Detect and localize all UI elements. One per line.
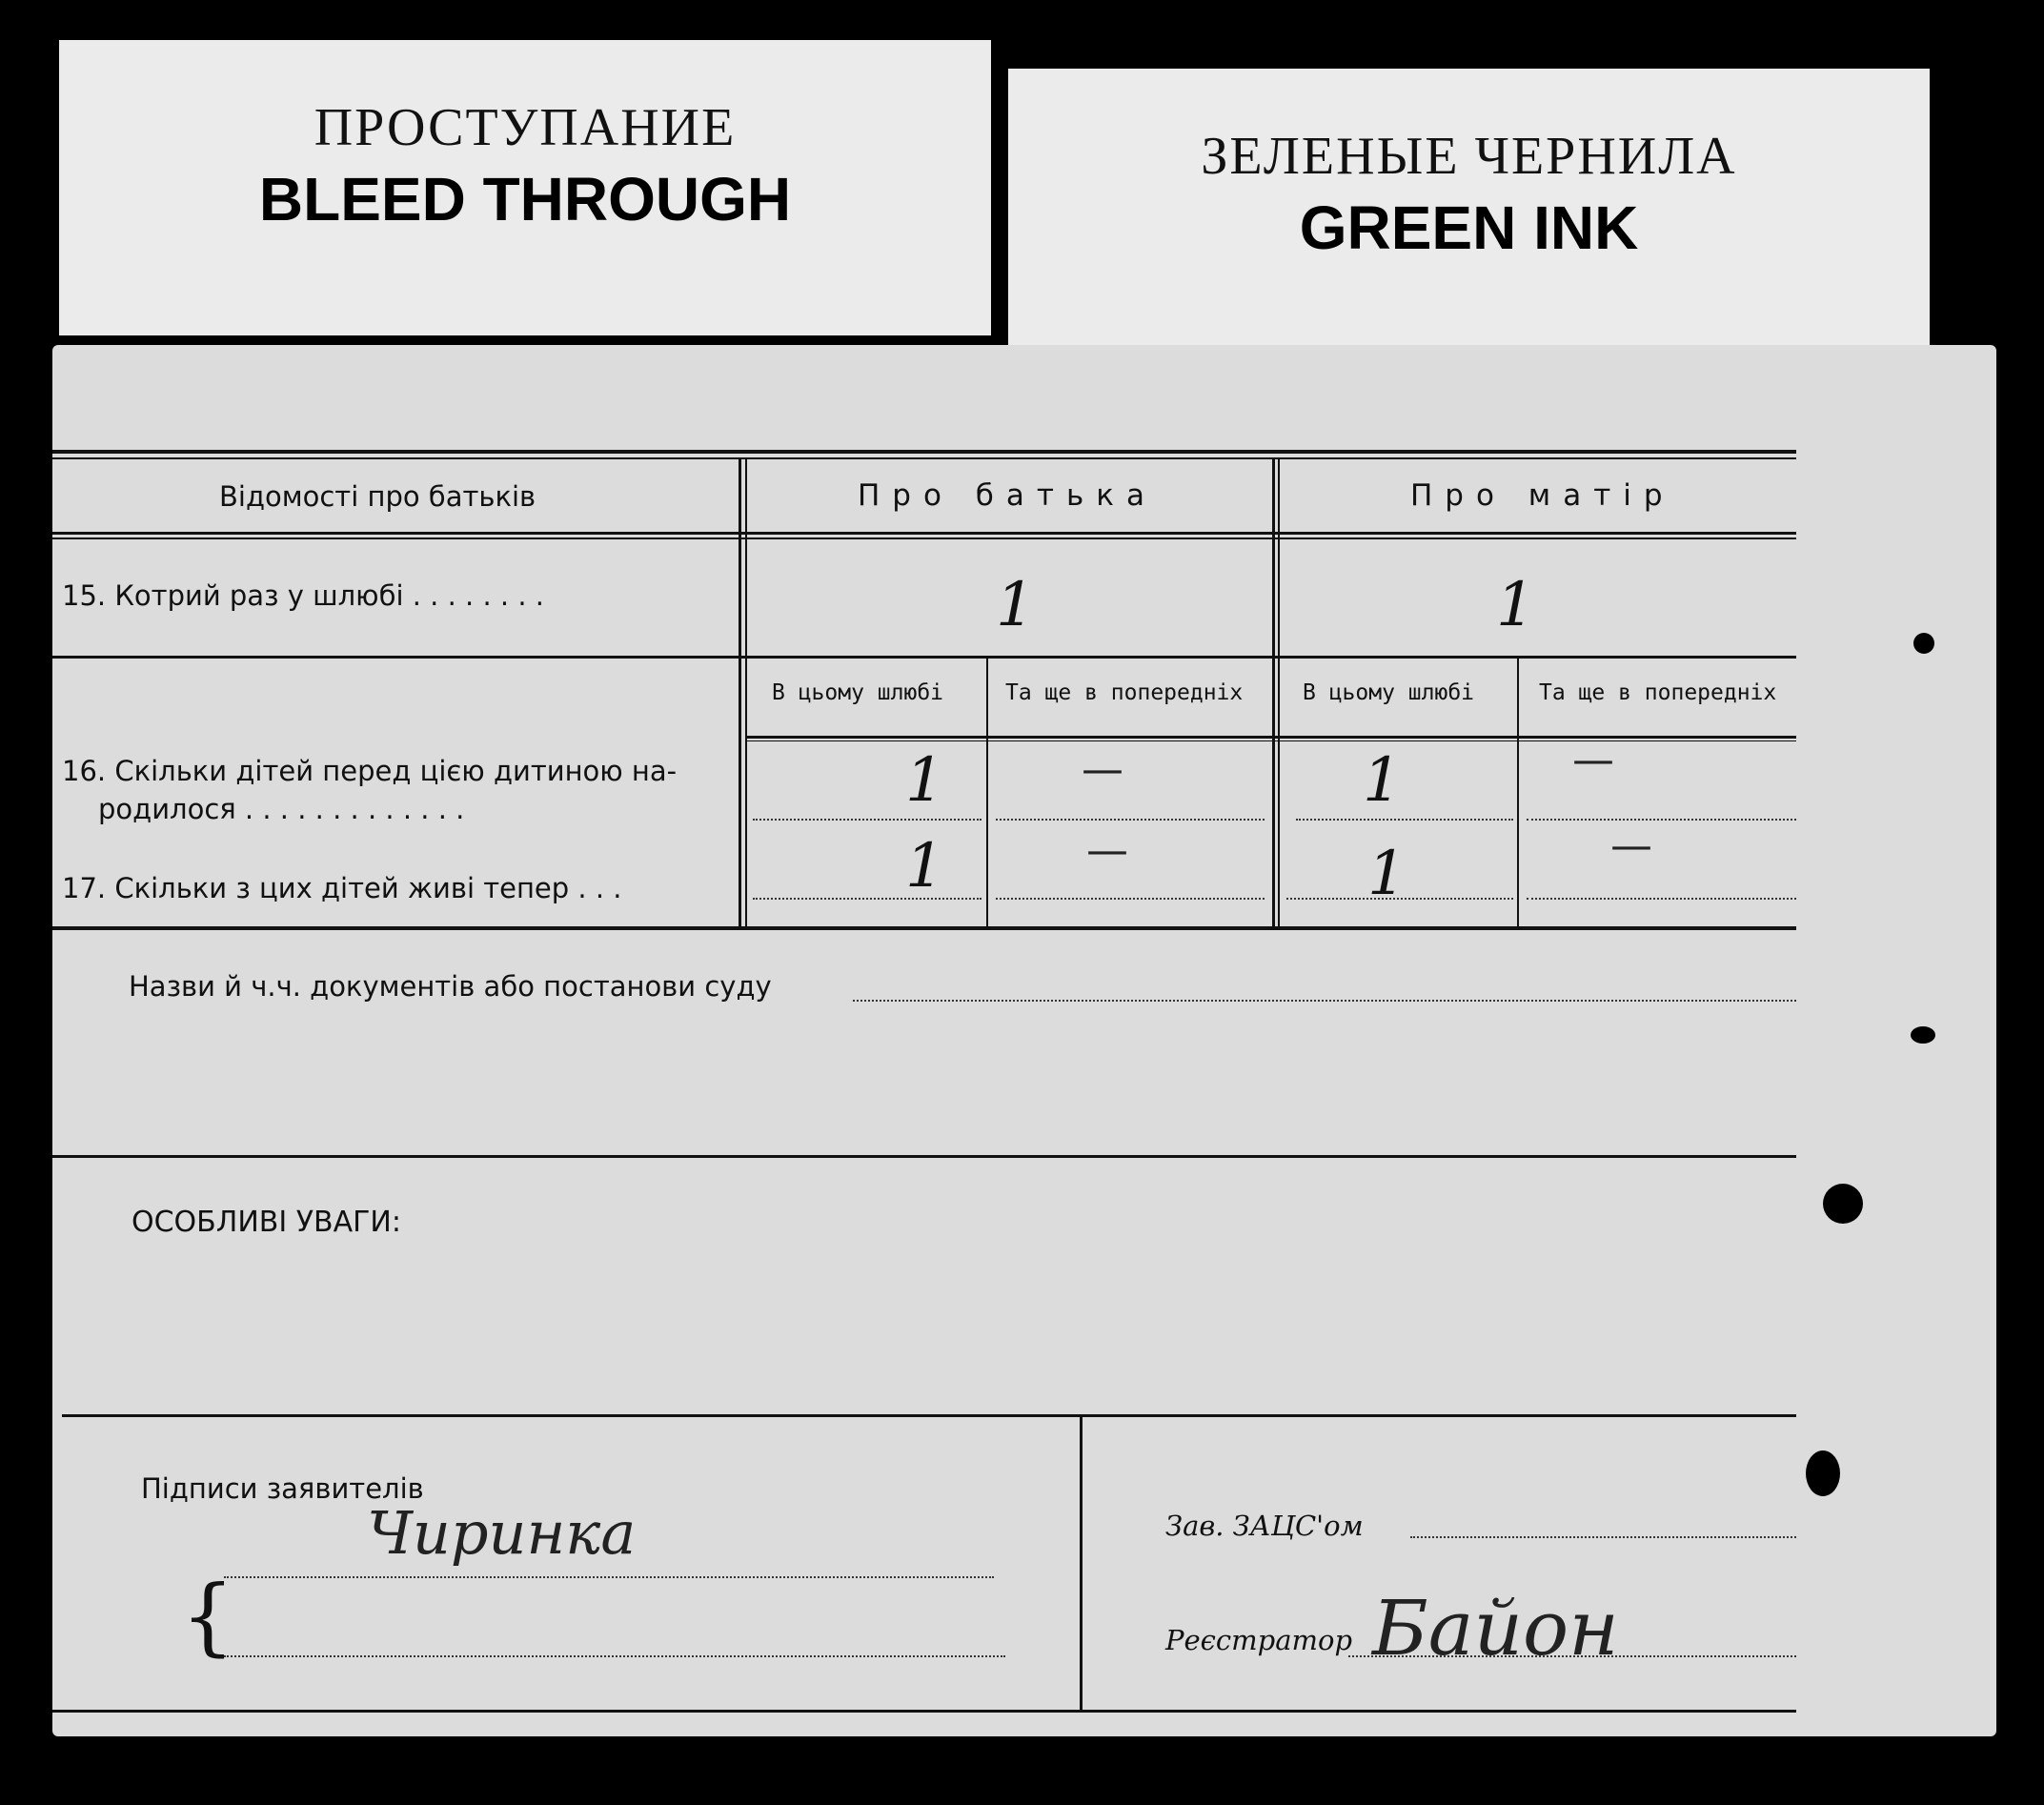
row17-label: 17. Скільки з цих дітей живі тепер . . . bbox=[62, 872, 622, 904]
registrar-dots bbox=[1348, 1655, 1796, 1657]
row17-mother-prev: — bbox=[1610, 821, 1652, 870]
remarks-label: ОСОБЛИВІ УВАГИ: bbox=[132, 1206, 401, 1239]
green-ink-card bbox=[1008, 69, 1930, 345]
parents-info-header: Відомості про батьків bbox=[219, 480, 536, 513]
row16-mother-this-dots bbox=[1296, 819, 1513, 821]
row15-label: 15. Котрий раз у шлюбі . . . . . . . . bbox=[62, 579, 544, 612]
table-bottom-border bbox=[52, 926, 1796, 930]
signature-divider bbox=[1080, 1416, 1083, 1712]
row16-mother-prev: — bbox=[1572, 736, 1614, 784]
row17-father-this-dots bbox=[753, 898, 982, 900]
row15-mother-value: 1 bbox=[1496, 570, 1535, 640]
mother-subdivider bbox=[1517, 659, 1519, 929]
row17-father-this: 1 bbox=[905, 831, 944, 902]
documents-label: Назви й ч.ч. документів або постанови суду bbox=[129, 970, 772, 1003]
row17-father-prev-dots bbox=[996, 898, 1265, 900]
row16-mother-prev-dots bbox=[1527, 819, 1796, 821]
mother-header: Про матір bbox=[1410, 478, 1675, 513]
head-zags-dots bbox=[1410, 1536, 1796, 1538]
remarks-bottom-line bbox=[62, 1414, 1796, 1417]
bleed-through-en: BLEED THROUGH bbox=[258, 165, 792, 233]
row15-bottom-line bbox=[52, 656, 1796, 659]
father-subdivider bbox=[986, 659, 988, 929]
row16-father-this-dots bbox=[753, 819, 982, 821]
mother-this-marriage-header: В цьому шлюбі bbox=[1303, 680, 1475, 705]
row16-mother-this: 1 bbox=[1363, 745, 1402, 816]
table-top-border bbox=[52, 450, 1796, 454]
row17-mother-prev-dots bbox=[1527, 898, 1796, 900]
col-divider-1b bbox=[745, 457, 747, 929]
father-previous-header: Та ще в попередніх bbox=[1005, 680, 1244, 705]
head-zags-label: Зав. ЗАЦС'ом bbox=[1165, 1510, 1364, 1542]
page-bottom-line bbox=[52, 1710, 1796, 1713]
punch-hole-lower bbox=[1806, 1450, 1840, 1496]
documents-dots bbox=[853, 1000, 1796, 1002]
header-bottom-line-b bbox=[52, 537, 1796, 539]
header-bottom-line bbox=[52, 532, 1796, 535]
father-this-marriage-header: В цьому шлюбі bbox=[772, 680, 944, 705]
documents-bottom-line bbox=[52, 1155, 1796, 1158]
row16-father-prev-dots bbox=[996, 819, 1265, 821]
father-header: Про батька bbox=[858, 478, 1157, 513]
applicant-line-1 bbox=[224, 1576, 994, 1578]
col-divider-2b bbox=[1278, 457, 1280, 929]
row16-label-line2: родилося . . . . . . . . . . . . . bbox=[98, 793, 465, 825]
row16-father-prev: — bbox=[1082, 745, 1123, 794]
green-ink-en: GREEN INK bbox=[1299, 193, 1639, 262]
green-ink-ru: ЗЕЛЕНЫЕ ЧЕРНИЛА bbox=[1201, 127, 1737, 186]
punch-hole-upper bbox=[1823, 1184, 1863, 1224]
subheader-bottom-line bbox=[747, 736, 1796, 739]
row16-label-line1: 16. Скільки дітей перед цією дитиною на- bbox=[62, 755, 678, 787]
mother-previous-header: Та ще в попередніх bbox=[1539, 680, 1777, 705]
col-divider-2 bbox=[1272, 457, 1275, 929]
speck-1 bbox=[1913, 633, 1934, 654]
row17-father-prev: — bbox=[1086, 826, 1128, 875]
speck-2 bbox=[1911, 1026, 1935, 1044]
applicant-line-2 bbox=[224, 1655, 1005, 1657]
row15-father-value: 1 bbox=[996, 570, 1035, 640]
col-divider-1 bbox=[739, 457, 741, 929]
registrar-label: Реєстратор bbox=[1165, 1624, 1353, 1656]
bleed-through-card bbox=[59, 40, 991, 335]
applicant-signature: Чиринка bbox=[367, 1498, 637, 1568]
applicants-signature-label: Підписи заявителів bbox=[141, 1472, 424, 1505]
row16-father-this: 1 bbox=[905, 745, 944, 816]
table-top-border-inner bbox=[52, 457, 1796, 459]
applicants-brace: { bbox=[181, 1567, 234, 1665]
form-page bbox=[52, 345, 1996, 1736]
row17-mother-this: 1 bbox=[1367, 839, 1407, 909]
bleed-through-ru: ПРОСТУПАНИЕ bbox=[314, 98, 737, 157]
row17-mother-this-dots bbox=[1286, 898, 1513, 900]
subheader-bottom-line-b bbox=[747, 740, 1796, 741]
registrar-signature: Байон bbox=[1372, 1584, 1619, 1673]
